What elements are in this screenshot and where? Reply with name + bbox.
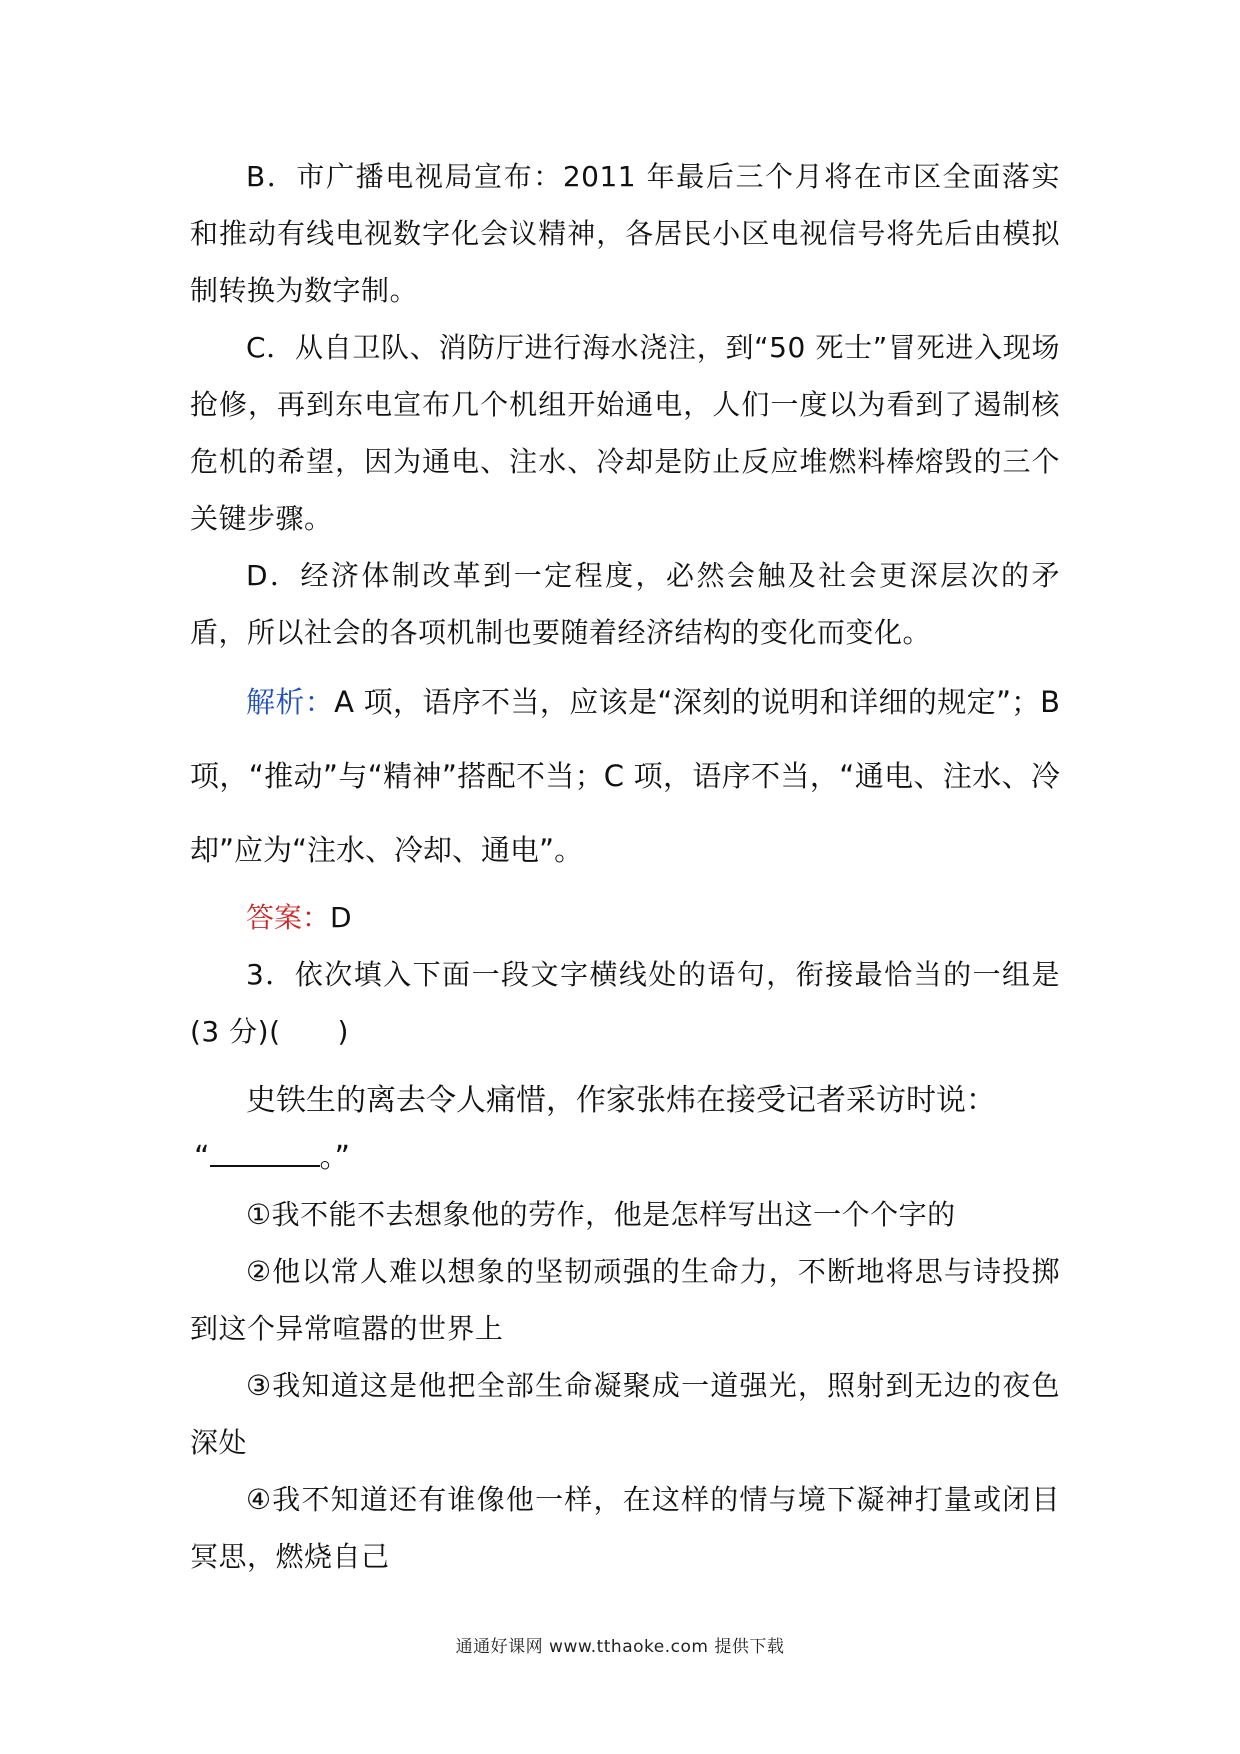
analysis-text: A 项，语序不当，应该是“深刻的说明和详细的规定”；B 项，“推动”与“精神”搭配不当；C 项，语序不当，“通电、注水、冷却”应为“注水、冷却、通电”。: [190, 685, 1060, 867]
blank-open-quote: “: [194, 1140, 210, 1175]
answer-label: 答案：: [246, 901, 331, 934]
analysis-paragraph: [190, 665, 1060, 887]
content-body: [190, 148, 1060, 1585]
option-d: D．经济体制改革到一定程度，必然会触及社会更深层次的矛盾，所以社会的各项机制也要随着经济结构的变化而变化。: [190, 559, 1060, 649]
choice-item-4: ④我不知道还有谁像他一样，在这样的情与境下凝神打量或闭目冥思，燃烧自己: [190, 1483, 1060, 1573]
option-b: B．市广播电视局宣布：2011 年最后三个月将在市区全面落实和推动有线电视数字化会议精神，各居民小区电视信号将先后由模拟制转换为数字制。: [190, 160, 1060, 307]
question-3-passage: 史铁生的离去令人痛惜，作家张炜在接受记者采访时说：: [246, 1083, 996, 1118]
blank-underline: [210, 1139, 320, 1167]
fill-in-blank: [190, 1129, 1060, 1186]
question-3-stem: 3．依次填入下面一段文字横线处的语句，衔接最恰当的一组是(3 分)( ): [190, 958, 1060, 1048]
choice-item-1: ①我不能不去想象他的劳作，他是怎样写出这一个个字的: [246, 1198, 956, 1231]
choice-item-3: ③我知道这是他把全部生命凝聚成一道强光，照射到无边的夜色深处: [190, 1369, 1060, 1459]
choice-item-2: ②他以常人难以想象的坚韧顽强的生命力，不断地将思与诗投掷到这个异常喧嚣的世界上: [190, 1255, 1060, 1345]
blank-close-quote: 。”: [319, 1140, 351, 1175]
answer-line: [190, 889, 1060, 946]
page-footer: 通通好课网 www.tthaoke.com 提供下载: [455, 1637, 785, 1657]
option-c: C．从自卫队、消防厅进行海水浇注，到“50 死士”冒死进入现场抢修，再到东电宣布几个机组开始通电，人们一度以为看到了遏制核危机的希望，因为通电、注水、冷却是防止反应堆燃料棒熔毁的三个关键步骤。: [190, 331, 1060, 535]
answer-value: D: [330, 901, 352, 934]
analysis-label: 解析：: [246, 685, 335, 719]
